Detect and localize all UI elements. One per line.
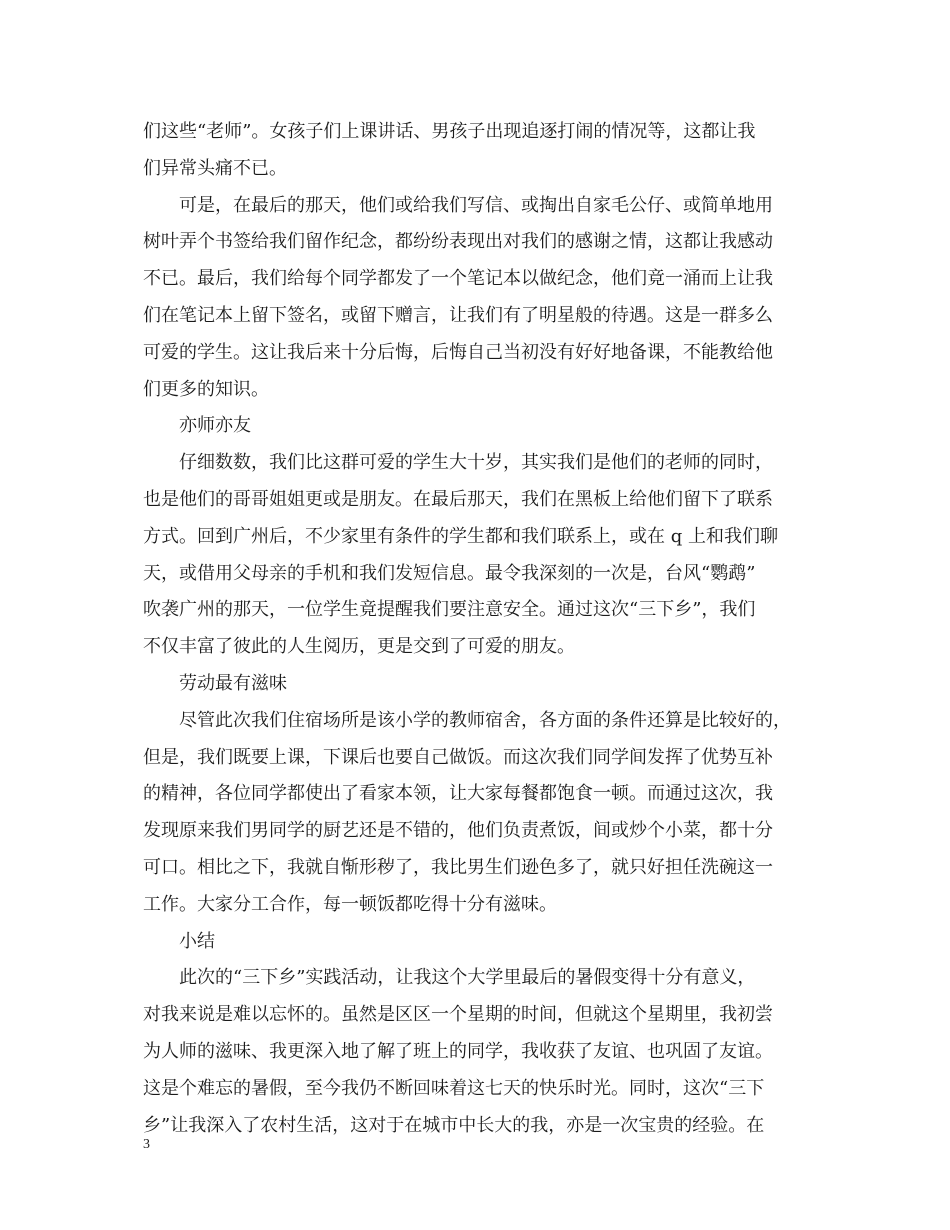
text-line: 小结	[179, 930, 215, 952]
text-line: 们在笔记本上留下签名，或留下赠言，让我们有了明星般的待遇。这是一群多么	[143, 304, 773, 326]
text-line: 此次的“三下乡”实践活动，让我这个大学里最后的暑假变得十分有意义，	[179, 967, 756, 989]
text-line: 但是，我们既要上课，下课后也要自己做饭。而这次我们同学间发挥了优势互补	[143, 746, 773, 768]
text-line: 这是个难忘的暑假，至今我仍不断回味着这七天的快乐时光。同时，这次“三下	[143, 1077, 765, 1099]
text-line: 方式。回到广州后，不少家里有条件的学生都和我们联系上，或在 q 上和我们聊	[143, 525, 778, 547]
text-line: 吹袭广州的那天，一位学生竟提醒我们要注意安全。通过这次“三下乡”，我们	[143, 599, 756, 621]
text-line: 为人师的滋味、我更深入地了解了班上的同学，我收获了友谊、也巩固了友谊。	[143, 1040, 773, 1062]
text-line: 对我来说是难以忘怀的。虽然是区区一个星期的时间，但就这个星期里，我初尝	[143, 1004, 773, 1026]
text-line: 的精神，各位同学都使出了看家本领，让大家每餐都饱食一顿。而通过这次，我	[143, 783, 773, 805]
document-body	[143, 114, 818, 1144]
text-line: 可是，在最后的那天，他们或给我们写信、或掏出自家毛公仔、或简单地用	[179, 194, 773, 216]
text-line: 尽管此次我们住宿场所是该小学的教师宿舍，各方面的条件还算是比较好的，	[179, 709, 791, 731]
text-line: 们异常头痛不已。	[143, 157, 287, 179]
text-line: 劳动最有滋味	[179, 672, 287, 694]
text-line: 不已。最后，我们给每个同学都发了一个笔记本以做纪念，他们竟一涌而上让我	[143, 268, 773, 290]
text-line: 可口。相比之下，我就自惭形秽了，我比男生们逊色多了，就只好担任洗碗这一	[143, 856, 773, 878]
text-line: 亦师亦友	[179, 415, 251, 437]
text-line: 们更多的知识。	[143, 378, 269, 400]
text-line: 们这些“老师”。女孩子们上课讲话、男孩子出现追逐打闹的情况等，这都让我	[143, 121, 756, 142]
text-line: 也是他们的哥哥姐姐更或是朋友。在最后那天，我们在黑板上给他们留下了联系	[143, 488, 773, 510]
text-line: 乡”让我深入了农村生活，这对于在城市中长大的我，亦是一次宝贵的经验。在	[143, 1114, 765, 1136]
page-number: 3	[143, 1137, 150, 1152]
text-line: 工作。大家分工合作，每一顿饭都吃得十分有滋味。	[143, 893, 557, 915]
text-line: 可爱的学生。这让我后来十分后悔，后悔自己当初没有好好地备课，不能教给他	[143, 341, 773, 363]
text-line: 天，或借用父母亲的手机和我们发短信息。最令我深刻的一次是，台风“鹦鹉”	[143, 562, 756, 584]
text-line: 仔细数数，我们比这群可爱的学生大十岁，其实我们是他们的老师的同时，	[179, 452, 773, 474]
text-line: 发现原来我们男同学的厨艺还是不错的，他们负责煮饭，间或炒个小菜，都十分	[143, 820, 773, 842]
text-line: 不仅丰富了彼此的人生阅历，更是交到了可爱的朋友。	[143, 636, 575, 658]
text-line: 树叶弄个书签给我们留作纪念，都纷纷表现出对我们的感谢之情，这都让我感动	[143, 231, 773, 253]
